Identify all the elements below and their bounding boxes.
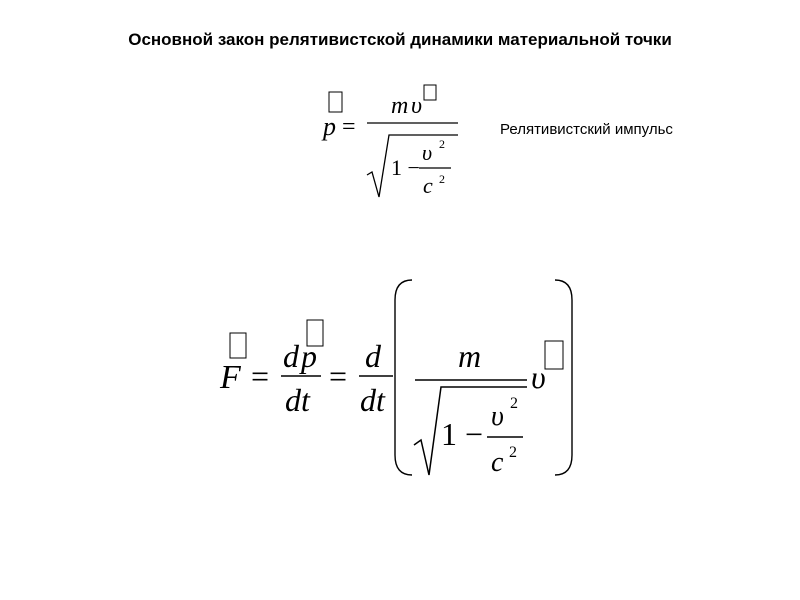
exponent: 2 [439, 137, 445, 151]
velocity-symbol: υ [531, 359, 546, 395]
right-parenthesis [555, 280, 572, 475]
inner-velocity-symbol: υ [422, 140, 433, 165]
mass-symbol: m [458, 338, 482, 374]
one-minus: 1 − [441, 416, 484, 452]
left-parenthesis [395, 280, 412, 475]
equals-sign: = [251, 358, 270, 394]
force-formula [215, 275, 580, 485]
inner-velocity-symbol: υ [491, 401, 504, 432]
vector-arrow-placeholder-icon [230, 333, 246, 358]
one-minus: 1 − [391, 155, 420, 180]
mass-symbol: m [391, 93, 409, 119]
force-symbol: F [220, 359, 241, 396]
vector-arrow-placeholder-icon [545, 341, 563, 369]
relativistic-momentum-caption: Релятивистский импульс [500, 121, 673, 138]
dp-d-symbol: d [283, 338, 299, 374]
vector-arrow-placeholder-icon [329, 92, 342, 112]
vector-arrow-placeholder-icon [424, 85, 436, 100]
equals-sign: = [342, 114, 356, 140]
slide-title: Основной закон релятивистской динамики материальной точки [128, 30, 672, 49]
dt-denominator: dt [360, 382, 385, 418]
exponent: 2 [510, 395, 518, 412]
light-speed-symbol: c [423, 173, 433, 198]
exponent: 2 [439, 172, 445, 186]
velocity-symbol: υ [411, 93, 423, 119]
light-speed-symbol: c [491, 447, 504, 478]
momentum-symbol: p [323, 112, 336, 141]
dt-denominator: dt [285, 382, 310, 418]
exponent: 2 [509, 444, 517, 461]
dp-p-symbol: p [301, 338, 317, 374]
momentum-formula [315, 80, 475, 205]
derivative-d-symbol: d [365, 338, 381, 374]
equals-sign: = [329, 358, 348, 394]
